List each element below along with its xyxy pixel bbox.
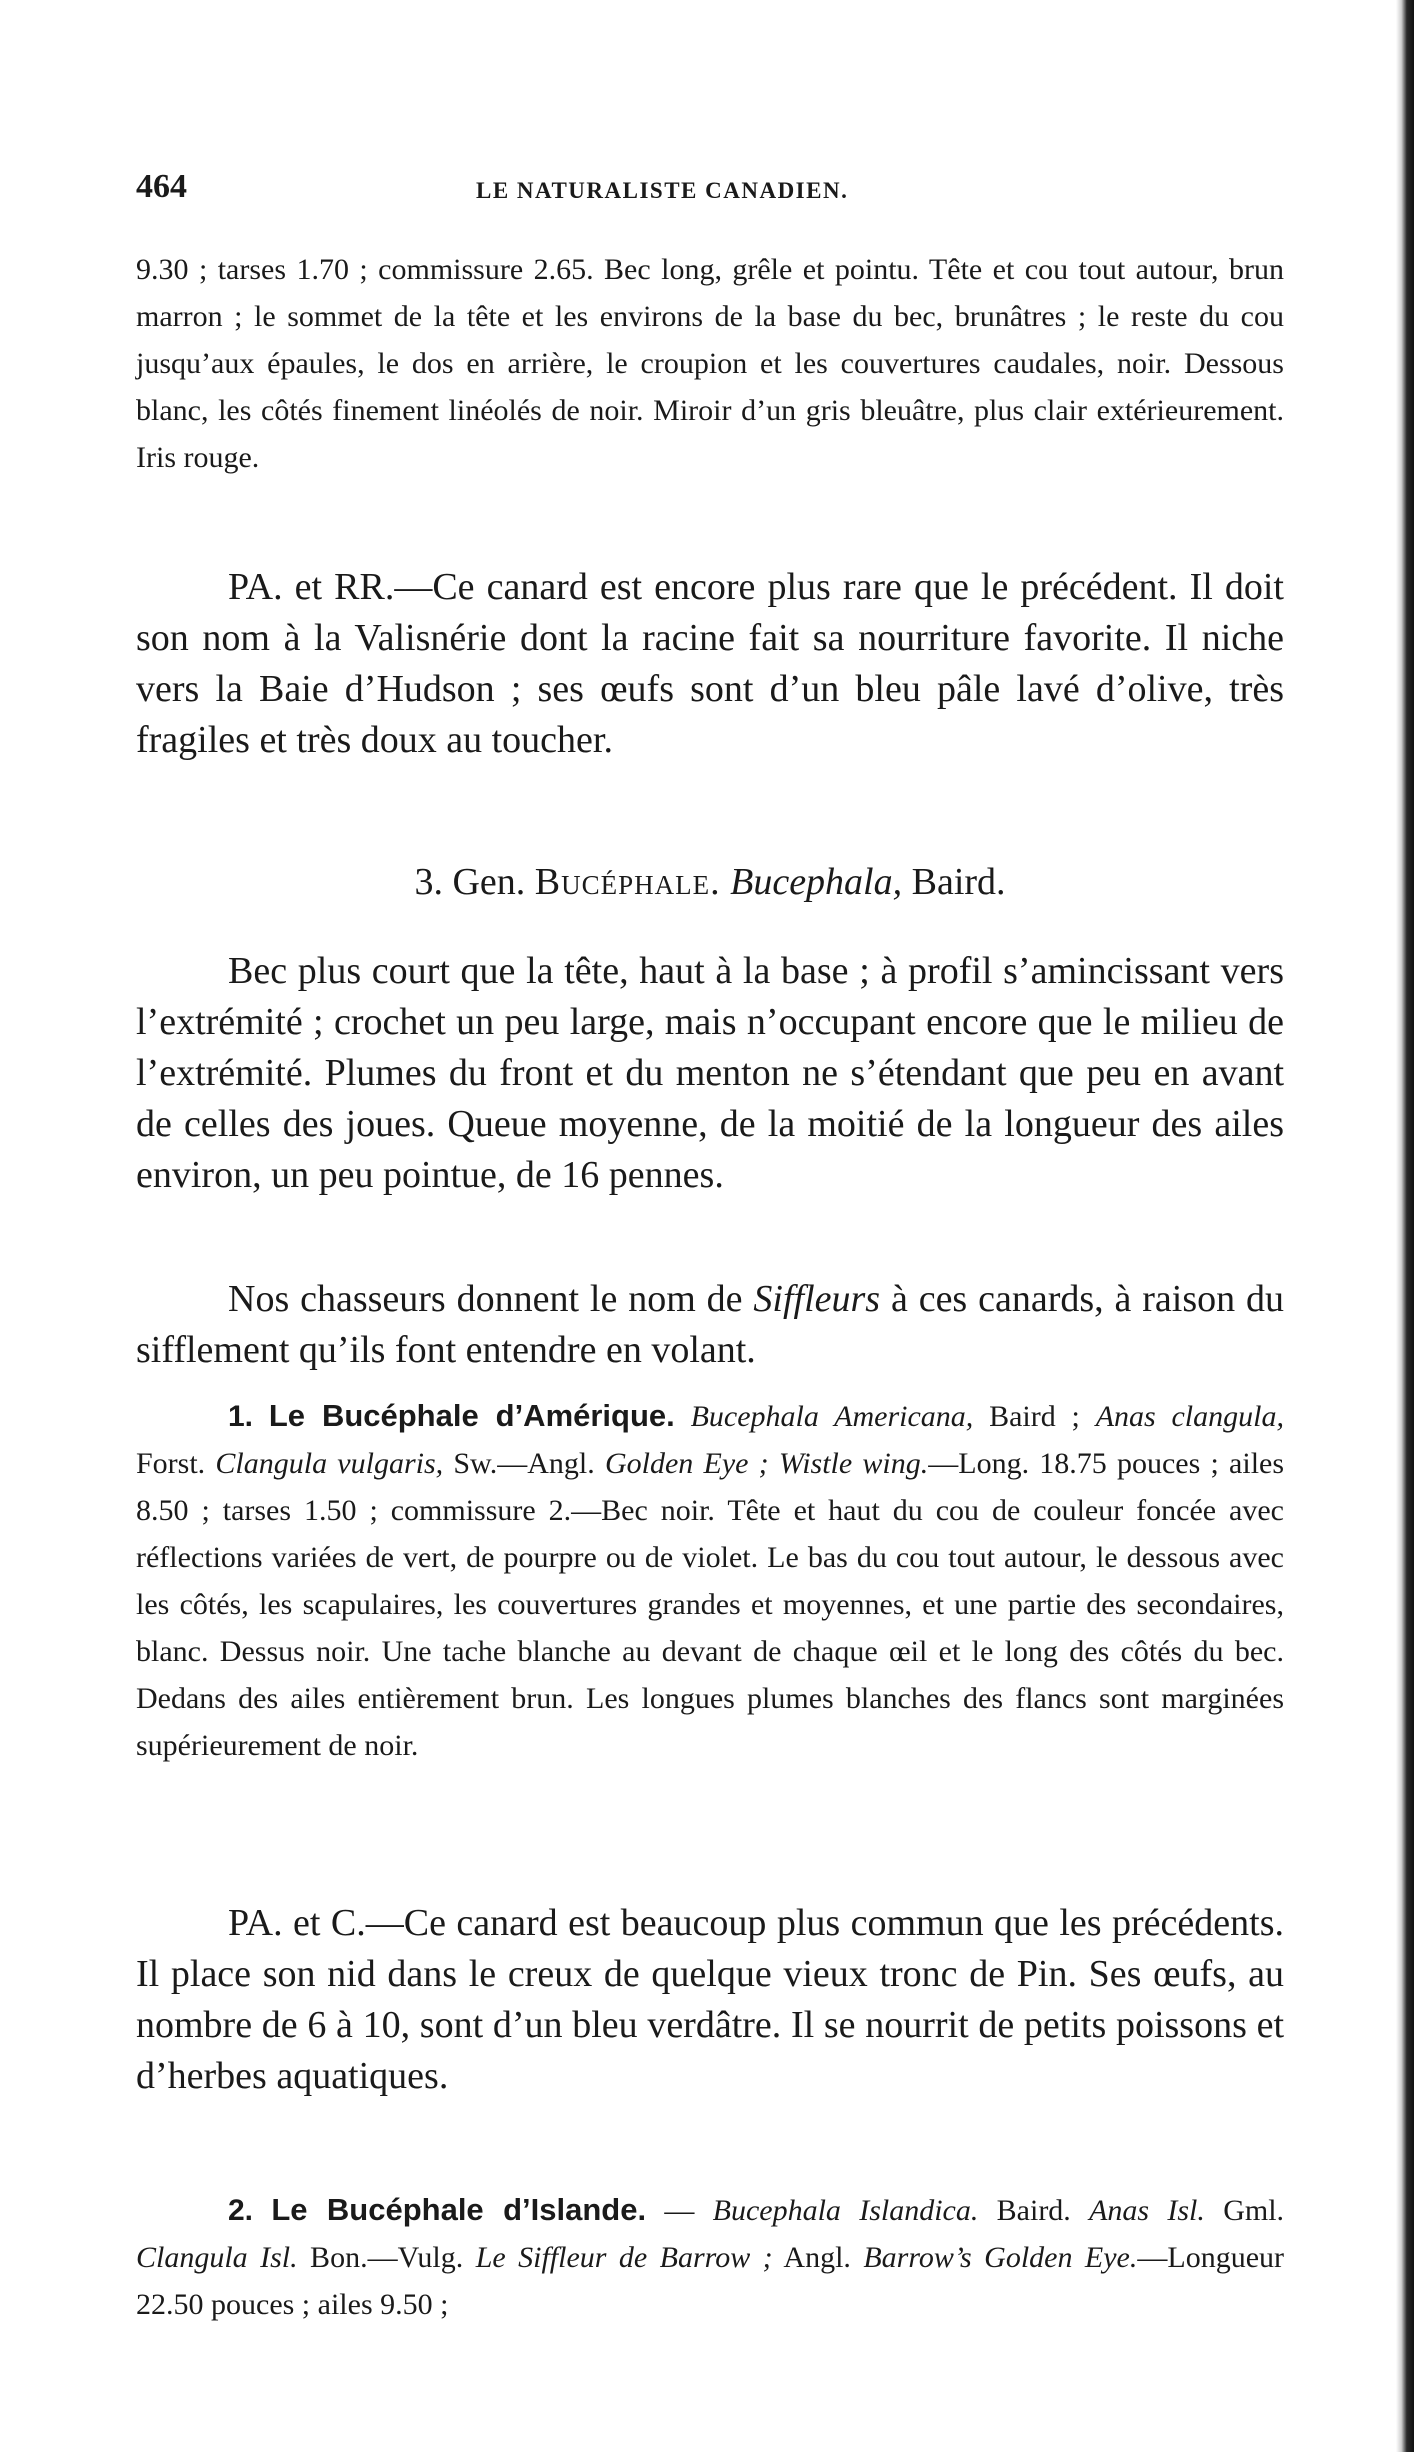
- species-name: Le Bucéphale d’Amérique.: [268, 1398, 675, 1433]
- species-number: 1.: [228, 1400, 254, 1433]
- page-binding-edge: [1396, 0, 1414, 2452]
- common-name: Le Siffleur de Barrow ;: [475, 2241, 773, 2274]
- genus-heading: [136, 860, 1284, 904]
- paragraph-text: [136, 2186, 1284, 2328]
- paragraph-text: PA. et RR.—Ce canard est encore plus rare que le précédent. Il doit son nom à la Valisnérie dont la racine fait sa nourriture favorite. Il niche vers la Baie d’Hudson ; ses œufs sont d’un bleu pâle lavé d’olive, très fragiles et très doux au toucher.: [136, 566, 1284, 761]
- paragraph-text: PA. et C.—Ce canard est beaucoup plus commun que les précédents. Il place son nid dans le creux de quelque vieux tronc de Pin. Ses œufs, au nombre de 6 à 10, sont d’un bleu verdâtre. Il se nourrit de petits poissons et d’herbes aquatiques.: [136, 1902, 1284, 2097]
- paragraph-text: [136, 1392, 1284, 1769]
- paragraph-text: Bec plus court que la tête, haut à la base ; à profil s’amincissant vers l’extrémité ; crochet un peu large, mais n’occupant encore que le milieu de l’extrémité. Plumes du front et du menton ne s’étendant que peu en avant de celles des joues. Queue moyenne, de la moitié de la longueur des ailes environ, un peu pointue, de 16 pennes.: [136, 950, 1284, 1196]
- latin-name: Anas Isl.: [1089, 2194, 1205, 2227]
- text-run: —: [646, 2194, 713, 2227]
- text-run: Sw.—Angl.: [443, 1447, 605, 1480]
- text-run: Nos chasseurs donnent le nom de: [228, 1278, 754, 1320]
- latin-name: Clangula vulgaris,: [215, 1447, 444, 1480]
- text-run: Forst.: [136, 1447, 216, 1480]
- genus-description: [136, 946, 1284, 1201]
- genus-number: 3. Gen.: [414, 861, 526, 903]
- italic-term: Siffleurs: [753, 1278, 881, 1320]
- text-run: Gml.: [1204, 2194, 1285, 2227]
- page-number: 464: [136, 168, 187, 205]
- species-name: Le Bucéphale d’Islande.: [271, 2192, 647, 2227]
- text-run: —Long. 18.75 pouces ; ailes 8.50 ; tarses 1.50 ; commissure 2.—Bec noir. Tête et haut du cou de couleur foncée avec réflections variées de vert, de pourpre ou de violet. Le bas du cou tout autour, le dessous avec les côtés, les scapulaires, les couvertures grandes et moyennes, et une partie des secondaires, blanc. Dessus noir. Une tache blanche au devant de chaque œil et le long des côtés du bec. Dedans des ailes entièrement brun. Les longues plumes blanches des flancs sont marginées supérieurement de noir.: [136, 1447, 1285, 1762]
- species-2-entry: [136, 2186, 1284, 2328]
- species-1-entry: [136, 1392, 1284, 1769]
- genus-name: Bucéphale.: [534, 861, 721, 903]
- paragraph-text: [136, 1274, 1284, 1376]
- notes-paragraph-2: [136, 1898, 1284, 2102]
- latin-name: Clangula Isl.: [136, 2241, 298, 2274]
- common-name: Golden Eye ; Wistle wing.: [604, 1447, 929, 1480]
- page-header: [136, 168, 1284, 208]
- text-run: à ces canards, à raison du sifflement qu’ils font entendre en volant.: [136, 1278, 1284, 1371]
- paragraph-text: 9.30 ; tarses 1.70 ; commissure 2.65. Bec long, grêle et pointu. Tête et cou tout autour, brun marron ; le sommet de la tête et les environs de la base du bec, brunâtres ; le reste du cou jusqu’aux épaules, le dos en arrière, le croupion et les couvertures caudales, noir. Dessous blanc, les côtés finement linéolés de noir. Miroir d’un gris bleuâtre, plus clair extérieurement. Iris rouge.: [136, 253, 1284, 474]
- description-paragraph-1: [136, 246, 1284, 481]
- notes-paragraph-1: [136, 562, 1284, 766]
- genus-latin: Bucephala,: [730, 861, 903, 903]
- text-run: —Longueur 22.50 pouces ; ailes 9.50 ;: [136, 2241, 1285, 2321]
- genus-author: Baird.: [911, 861, 1006, 903]
- running-title: LE NATURALISTE CANADIEN.: [476, 178, 849, 203]
- text-run: Baird.: [978, 2194, 1090, 2227]
- latin-name: Bucephala Islandica.: [712, 2194, 979, 2227]
- species-number: 2.: [228, 2194, 254, 2227]
- text-run: Angl.: [772, 2241, 864, 2274]
- hunters-note: [136, 1274, 1284, 1376]
- text-run: Baird ;: [973, 1400, 1096, 1433]
- latin-name: Anas clangula,: [1095, 1400, 1284, 1433]
- latin-name: Bucephala Americana,: [690, 1400, 974, 1433]
- text-run: Bon.—Vulg.: [297, 2241, 476, 2274]
- common-name: Barrow’s Golden Eye.: [863, 2241, 1138, 2274]
